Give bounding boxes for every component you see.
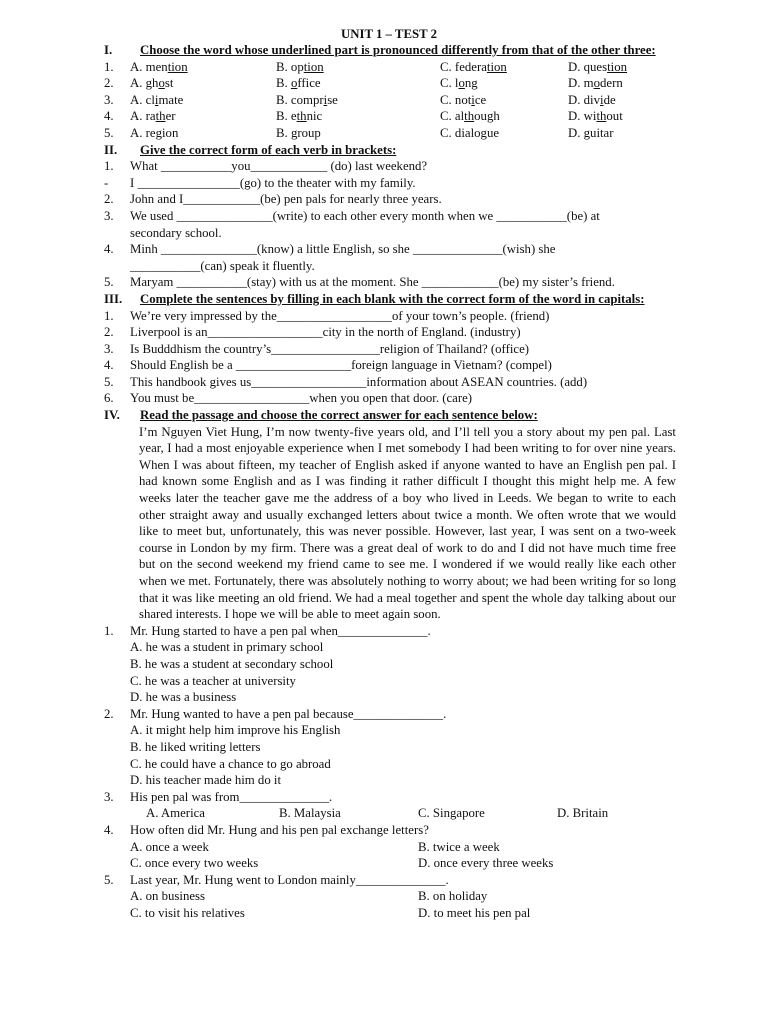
question-number: 3. [104, 789, 114, 804]
answer-option[interactable] [276, 108, 322, 125]
question-text: Liverpool is an__________________city in the north of England. (industry) [130, 325, 521, 340]
question-row [0, 175, 768, 192]
question-text: You must be__________________when you open that door. (care) [130, 391, 473, 406]
question-row [0, 59, 768, 76]
underlined-part: tion [303, 59, 324, 74]
question-number: 4. [104, 242, 114, 257]
option-text: uitar [590, 125, 614, 140]
question-text: I ________________(go) to the theater with my family. [130, 175, 416, 190]
option-text: C. dialo [440, 125, 481, 140]
question-row [0, 390, 768, 407]
option-text: ue [486, 125, 500, 140]
question-number: 5. [104, 125, 114, 140]
option-text: nic [306, 109, 323, 124]
option-text: B. e [276, 109, 297, 124]
question-number: 5. [104, 872, 114, 887]
answer-option[interactable]: B. he was a student at secondary school [130, 656, 334, 671]
answer-option[interactable]: C. he was a teacher at university [130, 673, 296, 688]
section-3-header [0, 291, 768, 308]
question-text: We used _______________(write) to each other every month when we ___________(be) at [130, 208, 600, 223]
question-text: Mr. Hung started to have a pen pal when______________. [130, 623, 431, 638]
option-text: B. op [276, 59, 304, 74]
section-number: I. [104, 43, 113, 57]
option-text: A. cl [130, 92, 155, 107]
option-text: se [327, 92, 338, 107]
section-heading: Read the passage and choose the correct answer for each sentence below: [140, 408, 538, 423]
answer-option[interactable]: C. to visit his relatives [130, 905, 245, 920]
question-number: 5. [104, 275, 114, 290]
question-text: ___________(can) speak it fluently. [130, 258, 315, 273]
option-text: ion [162, 125, 179, 140]
underlined-part: th [596, 109, 607, 124]
question-number: 2. [104, 192, 114, 207]
answer-option[interactable] [440, 59, 507, 76]
underlined-part: g [480, 125, 487, 140]
option-text: er [165, 109, 176, 124]
answer-option[interactable]: D. he was a business [130, 690, 237, 705]
option-text: A. re [130, 125, 156, 140]
answer-option[interactable]: D. to meet his pen pal [418, 905, 531, 920]
underlined-part: g [290, 125, 298, 140]
question-text: His pen pal was from______________. [130, 789, 333, 804]
question-number: 2. [104, 76, 114, 91]
underlined-part: i [154, 92, 159, 107]
underlined-part: tion [167, 59, 188, 74]
question-text: Is Budddhism the country’s_________________religion of Thailand? (office) [130, 341, 530, 356]
answer-option[interactable] [276, 92, 338, 109]
question-text: secondary school. [130, 225, 222, 240]
option-text: B. [276, 76, 291, 91]
question-number: 1. [104, 159, 114, 174]
section-heading: Give the correct form of each verb in brackets: [140, 142, 397, 157]
question-text: This handbook gives us__________________information about ASEAN countries. (add) [130, 374, 588, 389]
answer-option[interactable]: B. twice a week [418, 839, 500, 854]
option-text: B. [276, 125, 291, 140]
question-number: 3. [104, 92, 114, 107]
question-row [0, 374, 768, 391]
question-number: 1. [104, 59, 114, 74]
answer-option[interactable] [440, 108, 500, 125]
answer-option[interactable] [276, 125, 321, 142]
answer-option[interactable]: D. Britain [557, 806, 609, 821]
question-number: - [104, 175, 109, 190]
question-number: 6. [104, 391, 114, 406]
question-row [0, 341, 768, 358]
question-row [0, 75, 768, 92]
question-row [0, 308, 768, 325]
option-text: A. gh [130, 76, 159, 91]
option-text: ce [474, 92, 487, 107]
section-number: II. [104, 142, 118, 157]
option-text: D. wi [568, 109, 597, 124]
underlined-part: tion [607, 59, 628, 74]
section-1-header [0, 42, 768, 59]
underlined-part: i [323, 92, 328, 107]
answer-option[interactable] [568, 108, 623, 125]
answer-option[interactable]: D. once every three weeks [418, 856, 554, 871]
answer-option[interactable]: A. America [146, 806, 205, 821]
underlined-part: i [600, 92, 604, 107]
question-row [0, 274, 768, 291]
passage-text: I’m Nguyen Viet Hung, I’m now twenty-five years old, and I’ll tell you a story about my pen pal. Last year, I had a most enjoyable experience when I met somebody I had been writing to for over nine years. When I was about fifteen, my teacher of English asked if anyone wanted to have an English pen pal. I had known some English and as I was finding it rather difficult I thought this might help me. A few weeks later the teacher gave me the address of a boy who lived in Leeds. We began to write to each other straight away and usually exchanged letters about twice a month. We often wrote that we would like to meet but, unfortunately, this was never possible. However, last year, I was sent on a two-week course in London by my firm. There was a great deal of work to do and I did not have much time free but on the second weekend my friend came to see me. I wondered if we would really like each other when we met. Fortunately, there was absolutely nothing to worry about; we had been writing for so long that it was like meeting an old friend. We had a meal together and spent the whole day talking about our shared interests. I hope we will be able to meet again soon. [139, 424, 676, 622]
option-text: roup [297, 125, 321, 140]
section-heading: Choose the word whose underlined part is pronounced differently from that of the other three: [140, 43, 656, 57]
question-number: 4. [104, 109, 114, 124]
question-number: 5. [104, 374, 114, 389]
underlined-part: th [296, 109, 307, 124]
question-text: Mr. Hung wanted to have a pen pal because______________. [130, 706, 447, 721]
answer-option[interactable] [276, 59, 324, 76]
section-2-header [0, 142, 768, 159]
option-text: D. [568, 125, 584, 140]
answer-option[interactable] [130, 125, 178, 142]
question-number: 3. [104, 341, 114, 356]
question-row [0, 706, 768, 723]
answer-option[interactable] [130, 92, 183, 109]
question-row [0, 108, 768, 125]
answer-option[interactable] [130, 59, 188, 76]
question-number: 1. [104, 623, 114, 638]
question-row [0, 258, 768, 275]
answer-option[interactable] [130, 75, 173, 92]
answer-option[interactable]: A. it might help him improve his English [130, 723, 341, 738]
answer-option[interactable] [568, 125, 614, 142]
question-number: 3. [104, 208, 114, 223]
underlined-part: o [290, 76, 298, 91]
question-number: 4. [104, 822, 114, 837]
question-number: 2. [104, 325, 114, 340]
question-text: Should English be a __________________foreign language in Vietnam? (compel) [130, 358, 552, 373]
underlined-part: th [464, 109, 475, 124]
question-number: 2. [104, 706, 114, 721]
option-text: D. ques [568, 59, 608, 74]
answer-option[interactable] [568, 59, 627, 76]
option-text: C. federa [440, 59, 487, 74]
section-4-header [0, 407, 768, 424]
option-text: ffice [297, 76, 321, 91]
underlined-part: th [155, 109, 166, 124]
question-row [0, 125, 768, 142]
underlined-part: o [458, 76, 465, 91]
answer-option[interactable] [440, 92, 486, 109]
option-text: D. div [568, 92, 600, 107]
option-text: st [164, 76, 174, 91]
option-text: C. not [440, 92, 472, 107]
answer-option[interactable] [276, 75, 321, 92]
option-text: D. m [568, 76, 594, 91]
answer-option[interactable]: B. Malaysia [279, 806, 341, 821]
answer-option[interactable]: A. he was a student in primary school [130, 640, 324, 655]
option-text: A. men [130, 59, 168, 74]
answer-option[interactable]: B. he liked writing letters [130, 739, 261, 754]
option-text: C. al [440, 109, 465, 124]
answer-option[interactable]: C. he could have a chance to go abroad [130, 756, 331, 771]
question-text: Minh _______________(know) a little English, so she ______________(wish) she [130, 242, 556, 257]
answer-option[interactable]: A. once a week [130, 839, 209, 854]
option-text: A. ra [130, 109, 156, 124]
option-text: ng [464, 76, 478, 91]
question-row [0, 623, 768, 640]
underlined-part: g [155, 125, 162, 140]
option-text: de [603, 92, 616, 107]
question-row [0, 324, 768, 341]
answer-option[interactable] [440, 125, 499, 142]
question-row [0, 872, 768, 889]
question-text: How often did Mr. Hung and his pen pal exchange letters? [130, 822, 429, 837]
underlined-part: o [158, 76, 165, 91]
section-number: III. [104, 291, 123, 306]
question-row [0, 158, 768, 175]
page-title: UNIT 1 – TEST 2 [340, 27, 438, 41]
question-number: 1. [104, 308, 114, 323]
section-number: IV. [104, 408, 120, 423]
section-heading: Complete the sentences by filling in each blank with the correct form of the word in capitals: [140, 291, 645, 306]
question-row [0, 225, 768, 242]
option-text: mate [158, 92, 184, 107]
answer-option[interactable] [568, 75, 623, 92]
question-number: 4. [104, 358, 114, 373]
option-text: B. compr [276, 92, 324, 107]
answer-option[interactable]: C. once every two weeks [130, 856, 259, 871]
underlined-part: o [593, 76, 601, 91]
underlined-part: i [471, 92, 475, 107]
question-row [0, 357, 768, 374]
answer-option[interactable]: C. Singapore [418, 806, 485, 821]
answer-option[interactable]: D. his teacher made him do it [130, 773, 282, 788]
question-row [0, 241, 768, 258]
question-text: We’re very impressed by the__________________of your town’s people. (friend) [130, 308, 550, 323]
option-text: out [606, 109, 623, 124]
answer-option[interactable] [568, 92, 616, 109]
answer-option[interactable] [130, 108, 176, 125]
question-row [0, 822, 768, 839]
worksheet-page [0, 26, 768, 921]
option-text: ough [474, 109, 500, 124]
question-text: Last year, Mr. Hung went to London mainly______________. [130, 872, 449, 887]
question-text: What ___________you____________ (do) last weekend? [130, 159, 428, 174]
answer-option[interactable] [440, 75, 478, 92]
option-text: dern [600, 76, 623, 91]
underlined-part: g [583, 125, 591, 140]
question-row [0, 92, 768, 109]
option-text: C. l [440, 76, 459, 91]
answer-option[interactable]: B. on holiday [418, 889, 488, 904]
question-text: John and I____________(be) pen pals for nearly three years. [130, 192, 442, 207]
answer-option[interactable]: A. on business [130, 889, 206, 904]
question-row [0, 789, 768, 806]
reading-passage [139, 424, 676, 623]
underlined-part: tion [486, 59, 507, 74]
question-text: Maryam ___________(stay) with us at the moment. She ____________(be) my sister’s friend. [130, 275, 615, 290]
question-row [0, 208, 768, 225]
question-row [0, 191, 768, 208]
